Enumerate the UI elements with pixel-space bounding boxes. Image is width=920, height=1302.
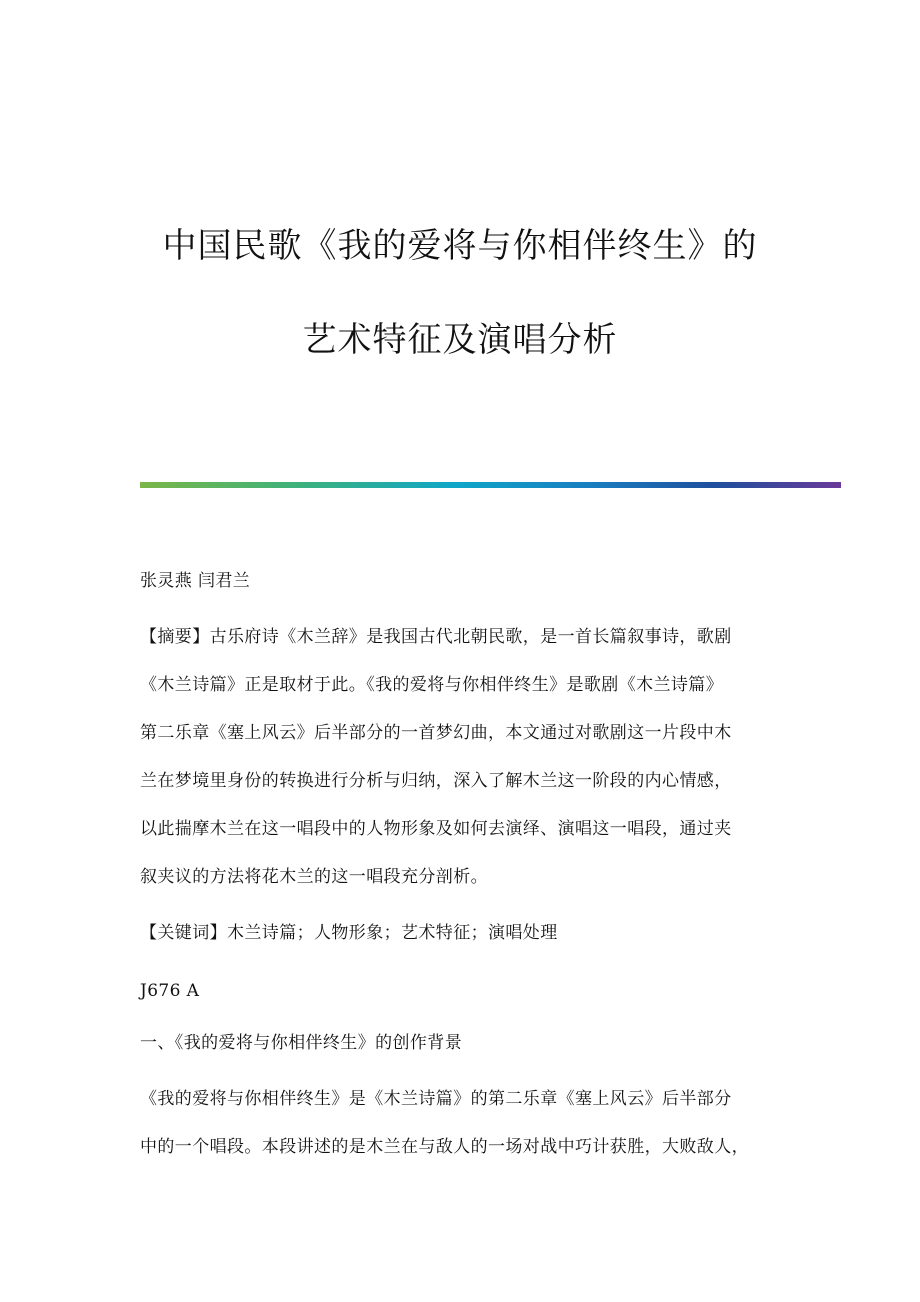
authors: 张灵燕 闫君兰 [140, 571, 251, 591]
document-title-line-2: 艺术特征及演唱分析 [302, 320, 618, 360]
section-heading: 一、《我的爱将与你相伴终生》的创作背景 [140, 1033, 463, 1053]
document-title-line-1: 中国民歌《我的爱将与你相伴终生》的 [162, 226, 758, 266]
body-line: 中的一个唱段。本段讲述的是木兰在与敌人的一场对战中巧计获胜，大败敌人， [140, 1137, 749, 1157]
abstract-line: 《木兰诗篇》正是取材于此。《我的爱将与你相伴终生》是歌剧《木兰诗篇》 [140, 675, 724, 695]
body-line: 《我的爱将与你相伴终生》是《木兰诗篇》的第二乐章《塞上风云》后半部分 [140, 1089, 732, 1109]
keywords: 【关键词】木兰诗篇；人物形象；艺术特征；演唱处理 [140, 923, 558, 943]
classification-code: J676 A [140, 981, 200, 1001]
abstract-line: 第二乐章《塞上风云》后半部分的一首梦幻曲，本文通过对歌剧这一片段中木 [140, 723, 732, 743]
abstract-line: 叙夹议的方法将花木兰的这一唱段充分剖析。 [140, 867, 488, 887]
abstract-line: 【摘要】古乐府诗《木兰辞》是我国古代北朝民歌，是一首长篇叙事诗，歌剧 [140, 627, 732, 647]
abstract-line: 兰在梦境里身份的转换进行分析与归纳，深入了解木兰这一阶段的内心情感， [140, 771, 732, 791]
gradient-divider [140, 482, 841, 488]
abstract-line: 以此揣摩木兰在这一唱段中的人物形象及如何去演绎、演唱这一唱段，通过夹 [140, 819, 732, 839]
